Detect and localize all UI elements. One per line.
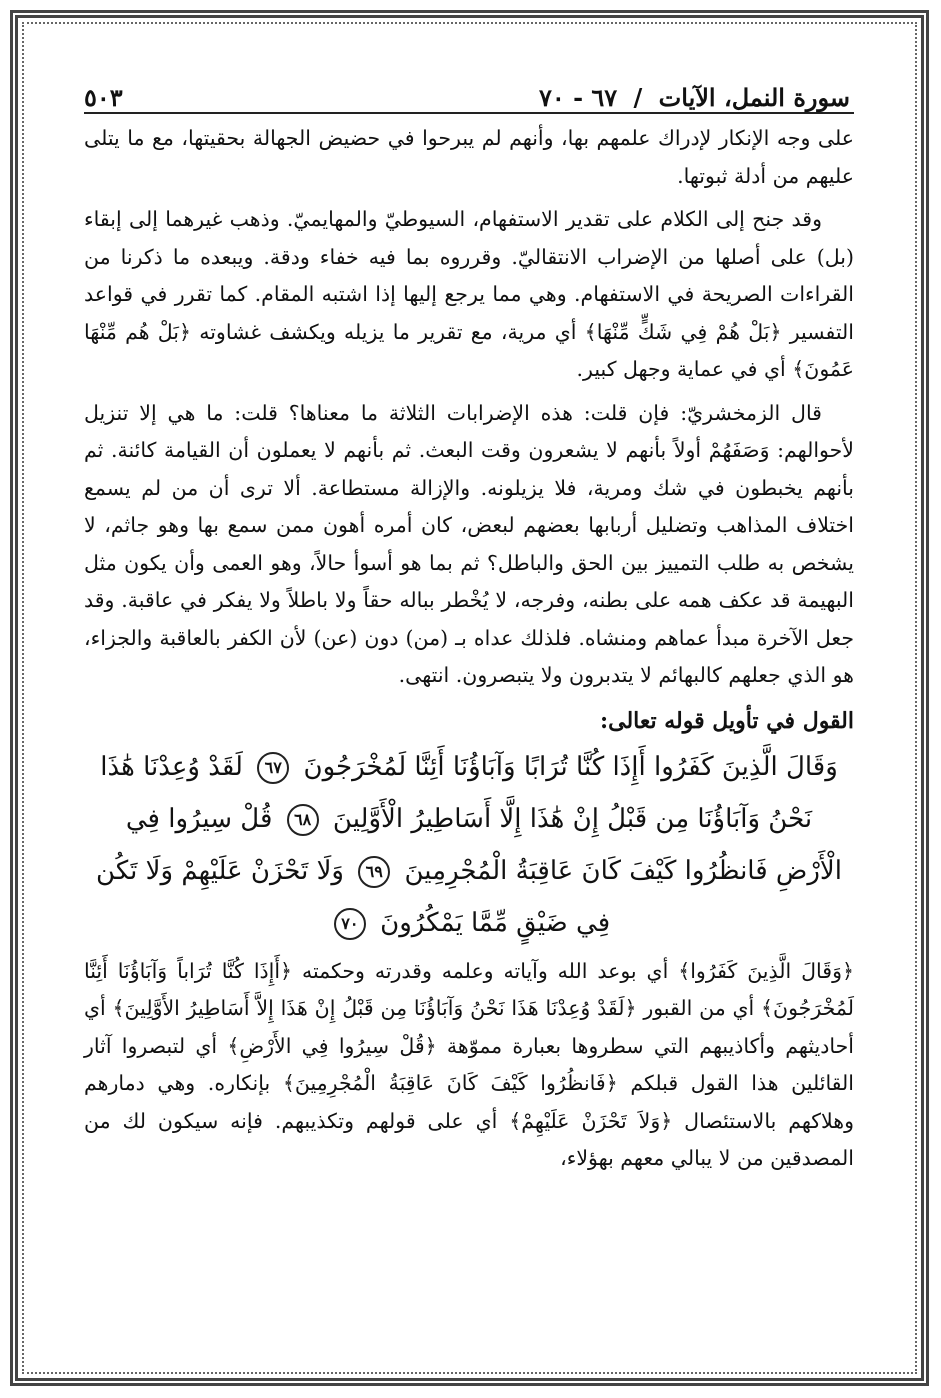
verse-number: ٧٠ xyxy=(334,908,366,940)
section-title: القول في تأويل قوله تعالى: xyxy=(600,707,854,734)
verse-text: وَلَا تَحْزَنْ عَلَيْهِمْ وَلَا تَكُن فِي ضَيْقٍ مِّمَّا يَمْكُرُونَ xyxy=(96,855,611,938)
quran-verses xyxy=(94,741,844,949)
page-content xyxy=(84,72,854,1178)
paragraph-3: قال الزمخشريّ: فإن قلت: هذه الإضرابات الثلاثة ما معناها؟ قلت: ما هي إلا تنزيل لأحوالهم: وَصَفَهُمْ أولاً بأنهم لا يشعرون وقت البعث. ثم بأنهم لا يعملون أن القيامة كائنة. ثم بأنهم يخبطون في شك ومرية، فلا يزيلونه. والإزالة مستطاعة. ألا ترى أن من لم يسمع اختلاف المذاهب وتضليل أربابها بعضهم لبعض، كان أمره أهون ممن سمع بها وهو جاثم، لا يشخص به طلب التمييز بين الحق والباطل؟ ثم بما هو أسوأ حالاً، وهو العمى وأن يكون مثل البهيمة قد عكف همه على بطنه، وفرجه، لا يُخْطر بباله حقاً ولا باطلاً ولا يفكر في عاقبة. وقد جعل الآخرة مبدأ عماهم ومنشاه. فلذلك عداه بـ (من) دون (عن) لأن الكفر بالعاقبة والجزاء، هو الذي جعلهم كالبهائم لا يتدبرون ولا يتبصرون. انتهى. xyxy=(84,400,854,687)
paragraph-2: وقد جنح إلى الكلام على تقدير الاستفهام، السيوطيّ والمهايميّ. وذهب غيرهما إلى إبقاء (بل) على أصلها من الإضراب الانتقاليّ. وقرروه بما فيه خفاء ودقة. ويبعده ما ذكرنا من القراءات الصريحة في الاستفهام. وهي مما يرجع إليها إذا اشتبه المقام. كما تقرر في قواعد التفسير ﴿بَلْ هُمْ فِي شَكٍّ مِّنْهَا﴾ أي مرية، مع تقرير ما يزيله ويكشف غشاوته ﴿بَلْ هُم مِّنْهَا عَمُونَ﴾ أي في عماية وجهل كبير. xyxy=(84,207,854,381)
tafsir-paragraph: ﴿وَقَالَ الَّذِينَ كَفَرُوا﴾ أي بوعد الله وآياته وعلمه وقدرته وحكمته ﴿أَإِذَا كُنَّا تُرَاباً وَآبَاؤُنَا أَئِنَّا لَمُخْرَجُونَ﴾ أي من القبور ﴿لَقَدْ وُعِدْنَا هَذَا نَحْنُ وَآبَاؤُنَا مِن قَبْلُ إِنْ هَذَا إِلاَّ أَسَاطِيرُ الأَوَّلِينَ﴾ أي أحاديثهم وأكاذيبهم التي سطروها بعبارة مموّهة ﴿قُلْ سِيرُوا فِي الأَرْضِ﴾ أي لتبصروا آثار القائلين هذا القول قبلكم ﴿فَانظُرُوا كَيْفَ كَانَ عَاقِبَةُ الْمُجْرِمِينَ﴾ بإنكاره. وهي دمارهم وهلاكهم بالاستئصال ﴿وَلاَ تَحْزَنْ عَلَيْهِمْ﴾ أي على قولهم وتكذيبهم. فإنه سيكون لك من المصدقين من لا يبالي معهم بهؤلاء، xyxy=(84,958,854,1170)
title-separator: / xyxy=(633,83,643,112)
surah-title: سورة النمل، الآيات xyxy=(658,83,850,112)
ayat-range: ٦٧ - ٧٠ xyxy=(538,83,618,112)
page-header xyxy=(84,72,854,114)
verse-text: لَقَدْ وُعِدْنَا هَٰذَا نَحْنُ وَآبَاؤُنَا مِن قَبْلُ إِنْ هَٰذَا إِلَّا أَسَاطِيرُ الْأَوَّلِينَ xyxy=(100,751,813,834)
page-number: ٥٠٣ xyxy=(84,83,123,112)
verse-text: قُلْ سِيرُوا فِي الْأَرْضِ فَانظُرُوا كَيْفَ كَانَ عَاقِبَةُ الْمُجْرِمِينَ xyxy=(125,803,842,886)
verse-number: ٦٨ xyxy=(287,804,319,836)
paragraph-1: على وجه الإنكار لإدراك علمهم بها، وأنهم لم يبرحوا في حضيض الجهالة بحقيتها، مع ما يتلى عليهم من أدلة ثبوتها. xyxy=(84,126,854,188)
verse-text: وَقَالَ الَّذِينَ كَفَرُوا أَإِذَا كُنَّا تُرَابًا وَآبَاؤُنَا أَئِنَّا لَمُخْرَجُونَ xyxy=(303,751,838,782)
verse-number: ٦٧ xyxy=(257,752,289,784)
verse-number: ٦٩ xyxy=(358,856,390,888)
running-title xyxy=(535,83,854,112)
